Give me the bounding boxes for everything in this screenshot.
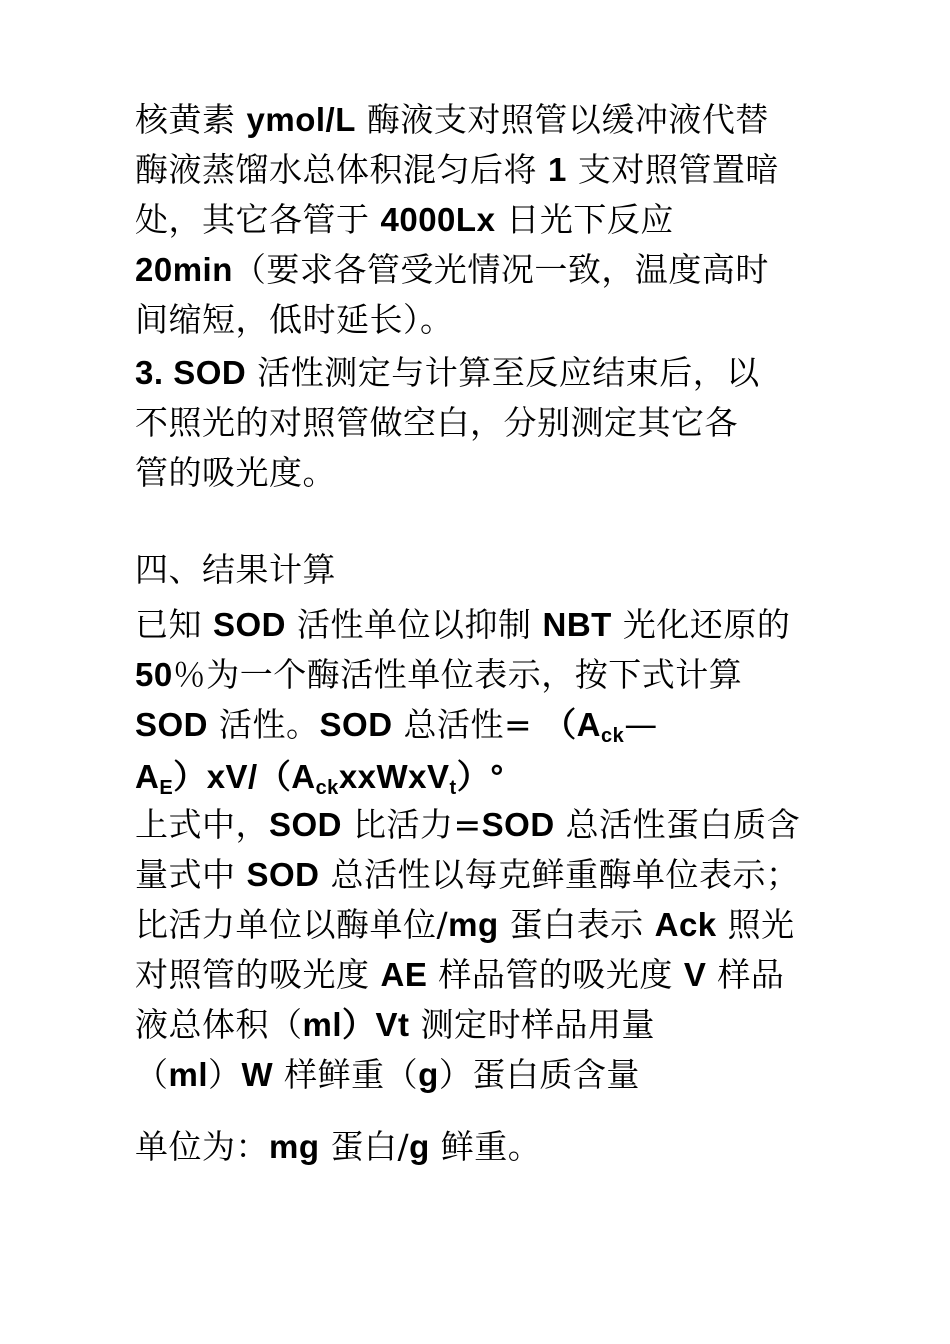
text: 比活力= [342,805,482,844]
text: 已知 [135,605,213,644]
text: 间缩短，低时延长）。 [135,300,454,339]
bold-text: AE [380,956,428,993]
text: 不照光的对照管做空白，分别测定其它各 [135,403,738,442]
bold-text: 20min [135,251,233,288]
bold-text: 3. SOD [135,354,247,391]
formula-text: xxWxV [338,758,450,795]
text: 样鲜重（ [273,1055,419,1094]
text: ）蛋白质含量 [438,1055,640,1094]
text: 活性。 [208,705,320,744]
bold-text: Ack [654,906,717,943]
bold-text: 4000Lx [380,201,496,238]
paragraph-4-line-2 [135,855,800,895]
paragraph-5-line-1 [135,1127,541,1167]
formula-text: （A [543,706,602,743]
paragraph-2-line-1 [135,353,760,393]
formula-dash: — [624,705,658,744]
paragraph-1-line-5 [135,300,454,340]
text: ％为一个酶活性单位表示，按下式计算 [172,655,743,694]
bold-text: 50 [135,656,173,693]
text: （ [135,1055,169,1094]
formula-subscript: E [159,777,174,799]
paragraph-3-line-2 [135,655,742,695]
paragraph-4-line-6 [135,1055,640,1095]
text: 核黄素 [135,100,247,139]
bold-text: SOD [269,806,343,843]
paragraph-4-line-1 [135,805,800,845]
bold-text: SOD [246,856,320,893]
paragraph-3-line-3 [135,705,658,745]
bold-text: mg [269,1128,320,1165]
bold-text: mg [448,906,499,943]
bold-text: SOD [319,706,393,743]
text: 支对照管置暗 [566,150,779,189]
text: 管的吸光度。 [135,453,336,492]
paragraph-4-line-5 [135,1005,655,1045]
section-heading: 四、结果计算 [135,550,336,589]
text: 样品管的吸光度 [427,955,684,994]
paragraph-3-line-4 [135,757,504,797]
bold-text: ml [168,1056,209,1093]
formula-text: ）xV/（A [173,758,316,795]
text: 测定时样品用量 [409,1005,656,1044]
formula-text: ）° [456,758,504,795]
text: 处，其它各管于 [135,200,381,239]
formula-subscript: ck [315,777,339,799]
text: 对照管的吸光度 [135,955,381,994]
text: 酶液支对照管以缓冲液代替 [355,100,769,139]
bold-text: SOD [213,606,287,643]
paragraph-2-line-2 [135,403,738,443]
text: 蛋白/ [319,1127,410,1166]
bold-text: g [418,1056,439,1093]
text: 总活性以每克鲜重酶单位表示； [319,855,800,894]
formula-text: A [135,758,160,795]
text: ） [208,1055,242,1094]
text: 上式中， [135,805,269,844]
paragraph-2-line-3 [135,453,336,493]
bold-text: V [683,956,707,993]
text: 活性单位以抑制 [286,605,543,644]
formula-subscript: ck [601,725,625,747]
text: 总活性= [392,705,544,744]
paragraph-4-line-4 [135,955,784,995]
text: 量式中 [135,855,247,894]
bold-text: W [241,1056,274,1093]
paragraph-4-line-3 [135,905,795,945]
formula-subscript: t [449,777,457,799]
paragraph-1-line-3 [135,200,674,240]
text: 样品 [706,955,785,994]
bold-text: 1 [548,151,567,188]
bold-text: ml）Vt [302,1006,410,1043]
text: 照光 [716,905,795,944]
text: 酶液蒸馏水总体积混匀后将 [135,150,548,189]
text: （要求各管受光情况一致，温度高时 [232,250,769,289]
paragraph-3-line-1 [135,605,790,645]
paragraph-1-line-2 [135,150,779,190]
bold-text: ymol/L [246,101,356,138]
text: 比活力单位以酶单位/ [135,905,449,944]
text: 蛋白表示 [498,905,655,944]
bold-text: SOD [135,706,209,743]
text: 单位为： [135,1127,269,1166]
text: 活性测定与计算至反应结束后，以 [246,353,760,392]
bold-text: NBT [542,606,612,643]
text: 总活性蛋白质含 [554,805,801,844]
text: 光化还原的 [611,605,791,644]
paragraph-1-line-1 [135,100,769,140]
text: 日光下反应 [495,200,674,239]
bold-text: SOD [481,806,555,843]
text: 液总体积（ [135,1005,303,1044]
paragraph-1-line-4 [135,250,769,290]
text: 鲜重。 [429,1127,542,1166]
bold-text: g [409,1128,430,1165]
